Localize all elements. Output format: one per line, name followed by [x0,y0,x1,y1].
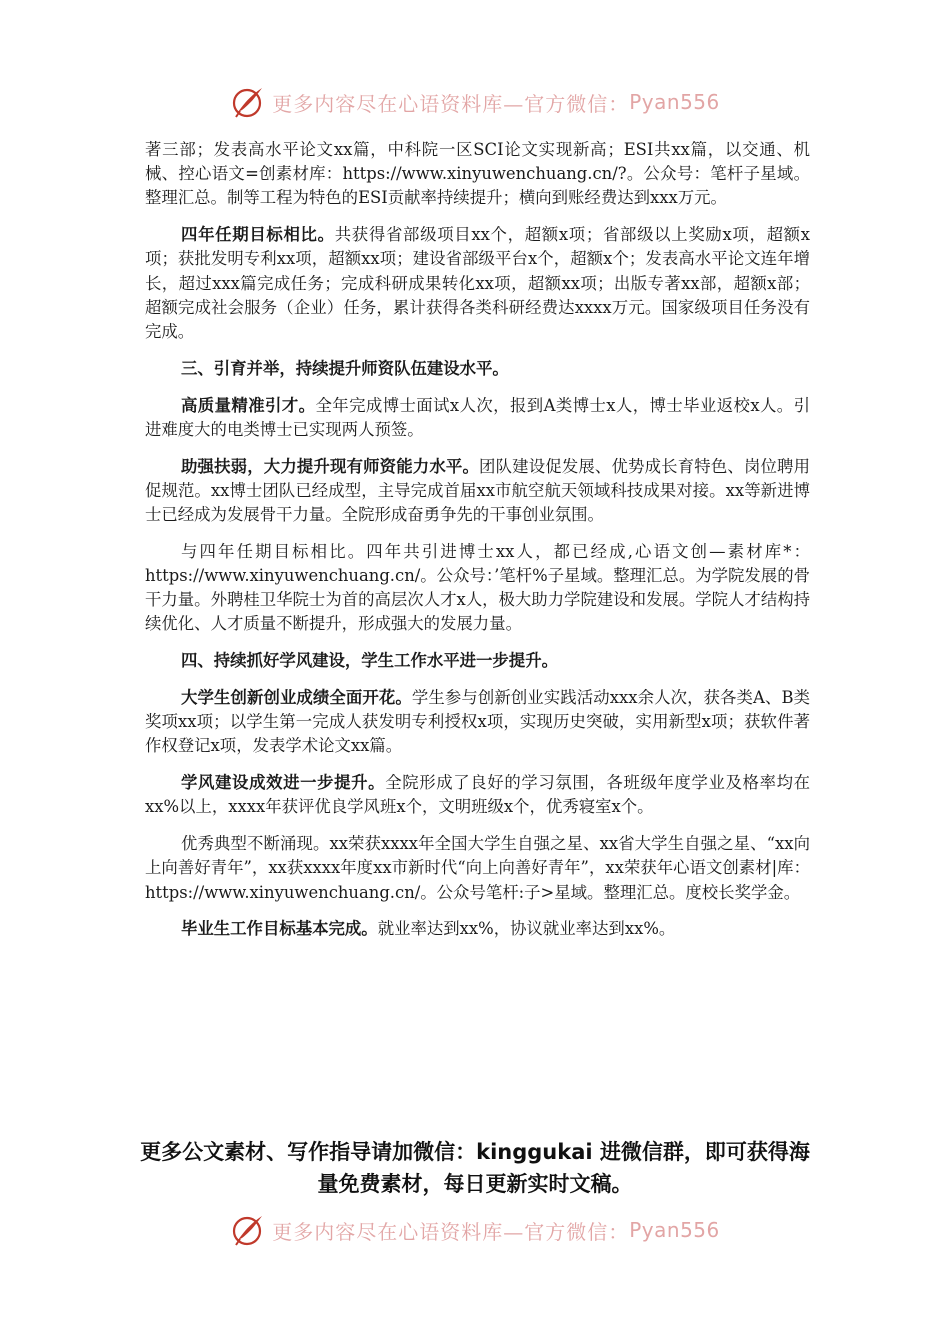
quill-logo-icon [230,84,266,120]
header-banner [0,82,950,122]
banner-wechat-id: Pyan556 [629,90,720,114]
paragraph: 高质量精准引才。全年完成博士面试x人次，报到A类博士x人，博士毕业返校x人。引进难度大的电类博士已实现两人预签。 [145,395,811,439]
paragraph: 与四年任期目标相比。四年共引进博士xx人，都已经成,心语文创—素材库*：https://www.xinyuwenchuang.cn/。公众号：’笔杆%子星域。整理汇总。为学院发展的骨干力量。外聘桂卫华院士为首的高层次人才x人，极大助力学院建设和发展。学院人才结构持续优化、人才质量不断提升，形成强大的发展力量。 [145,541,810,634]
paragraph: 大学生创新创业成绩全面开花。学生参与创新创业实践活动xxx余人次，获各类A、B类奖项xx项；以学生第一完成人获发明专利授权x项，实现历史突破，实用新型x项；获软件著作权登记x项，发表学术论文xx篇。 [145,688,810,756]
quill-logo-icon [230,1212,266,1248]
paragraph-lead: 大学生创新创业成绩全面开花。 [181,688,412,708]
banner-text: 更多内容尽在心语资料库—官方微信： [272,1219,630,1244]
banner-text: 更多内容尽在心语资料库—官方微信： [272,91,630,116]
footer-note: 更多公文素材、写作指导请加微信：kinggukai 进微信群，即可获得海量免费素材，每日更新实时文稿。 [140,1140,810,1196]
paragraph-lead: 毕业生工作目标基本完成。 [181,919,378,939]
paragraph: 四年任期目标相比。共获得省部级项目xx个，超额x项；省部级以上奖励x项，超额x项；获批发明专利xx项，超额xx项；建设省部级平台x个，超额x个；发表高水平论文连年增长，超过xxx篇完成任务；完成科研成果转化xx项，超额xx项；出版专著xx部，超额x部；超额完成社会服务（企业）任务，累计获得各类科研经费达xxxx万元。国家级项目任务没有完成。 [145,225,810,342]
paragraph-lead: 助强扶弱，大力提升现有师资能力水平。 [181,456,480,476]
section-heading: 四、持续抓好学风建设，学生工作水平进一步提升。 [181,651,558,671]
paragraph: 优秀典型不断涌现。xx荣获xxxx年全国大学生自强之星、xx省大学生自强之星、“xx向上向善好青年”，xx获xxxx年度xx市新时代“向上向善好青年”，xx荣获年心语文创素材|库：https://www.xinyuwenchuang.cn/。公众号笔杆:子>星域。整理汇总。度校长奖学金。 [145,834,810,902]
banner-wechat-id: Pyan556 [629,1218,720,1242]
paragraph: 毕业生工作目标基本完成。就业率达到xx%，协议就业率达到xx%。 [181,919,676,939]
paragraph: 学风建设成效进一步提升。全院形成了良好的学习氛围，各班级年度学业及格率均在xx%以上，xxxx年获评优良学风班x个，文明班级x个，优秀寝室x个。 [145,773,810,817]
document-body [145,138,810,954]
paragraph: 助强扶弱，大力提升现有师资能力水平。团队建设促发展、优势成长育特色、岗位聘用促规范。xx博士团队已经成型，主导完成首届xx市航空航天领域科技成果对接。xx等新进博士已经成为发展骨干力量。全院形成奋勇争先的干事创业氛围。 [145,456,811,525]
paragraph-lead: 四年任期目标相比。 [181,225,335,245]
paragraph: 著三部；发表高水平论文xx篇，中科院一区SCI论文实现新高；ESI共xx篇，以交通、机械、控心语文=创素材库：https://www.xinyuwenchuang.cn/?。公众号：笔杆子星域。整理汇总。制等工程为特色的ESI贡献率持续提升；横向到账经费达到xxx万元。 [145,140,810,208]
footer-banner [0,1210,950,1250]
paragraph-lead: 高质量精准引才。 [181,395,316,415]
paragraph-lead: 学风建设成效进一步提升。 [181,773,386,793]
section-heading: 三、引育并举，持续提升师资队伍建设水平。 [181,358,509,378]
